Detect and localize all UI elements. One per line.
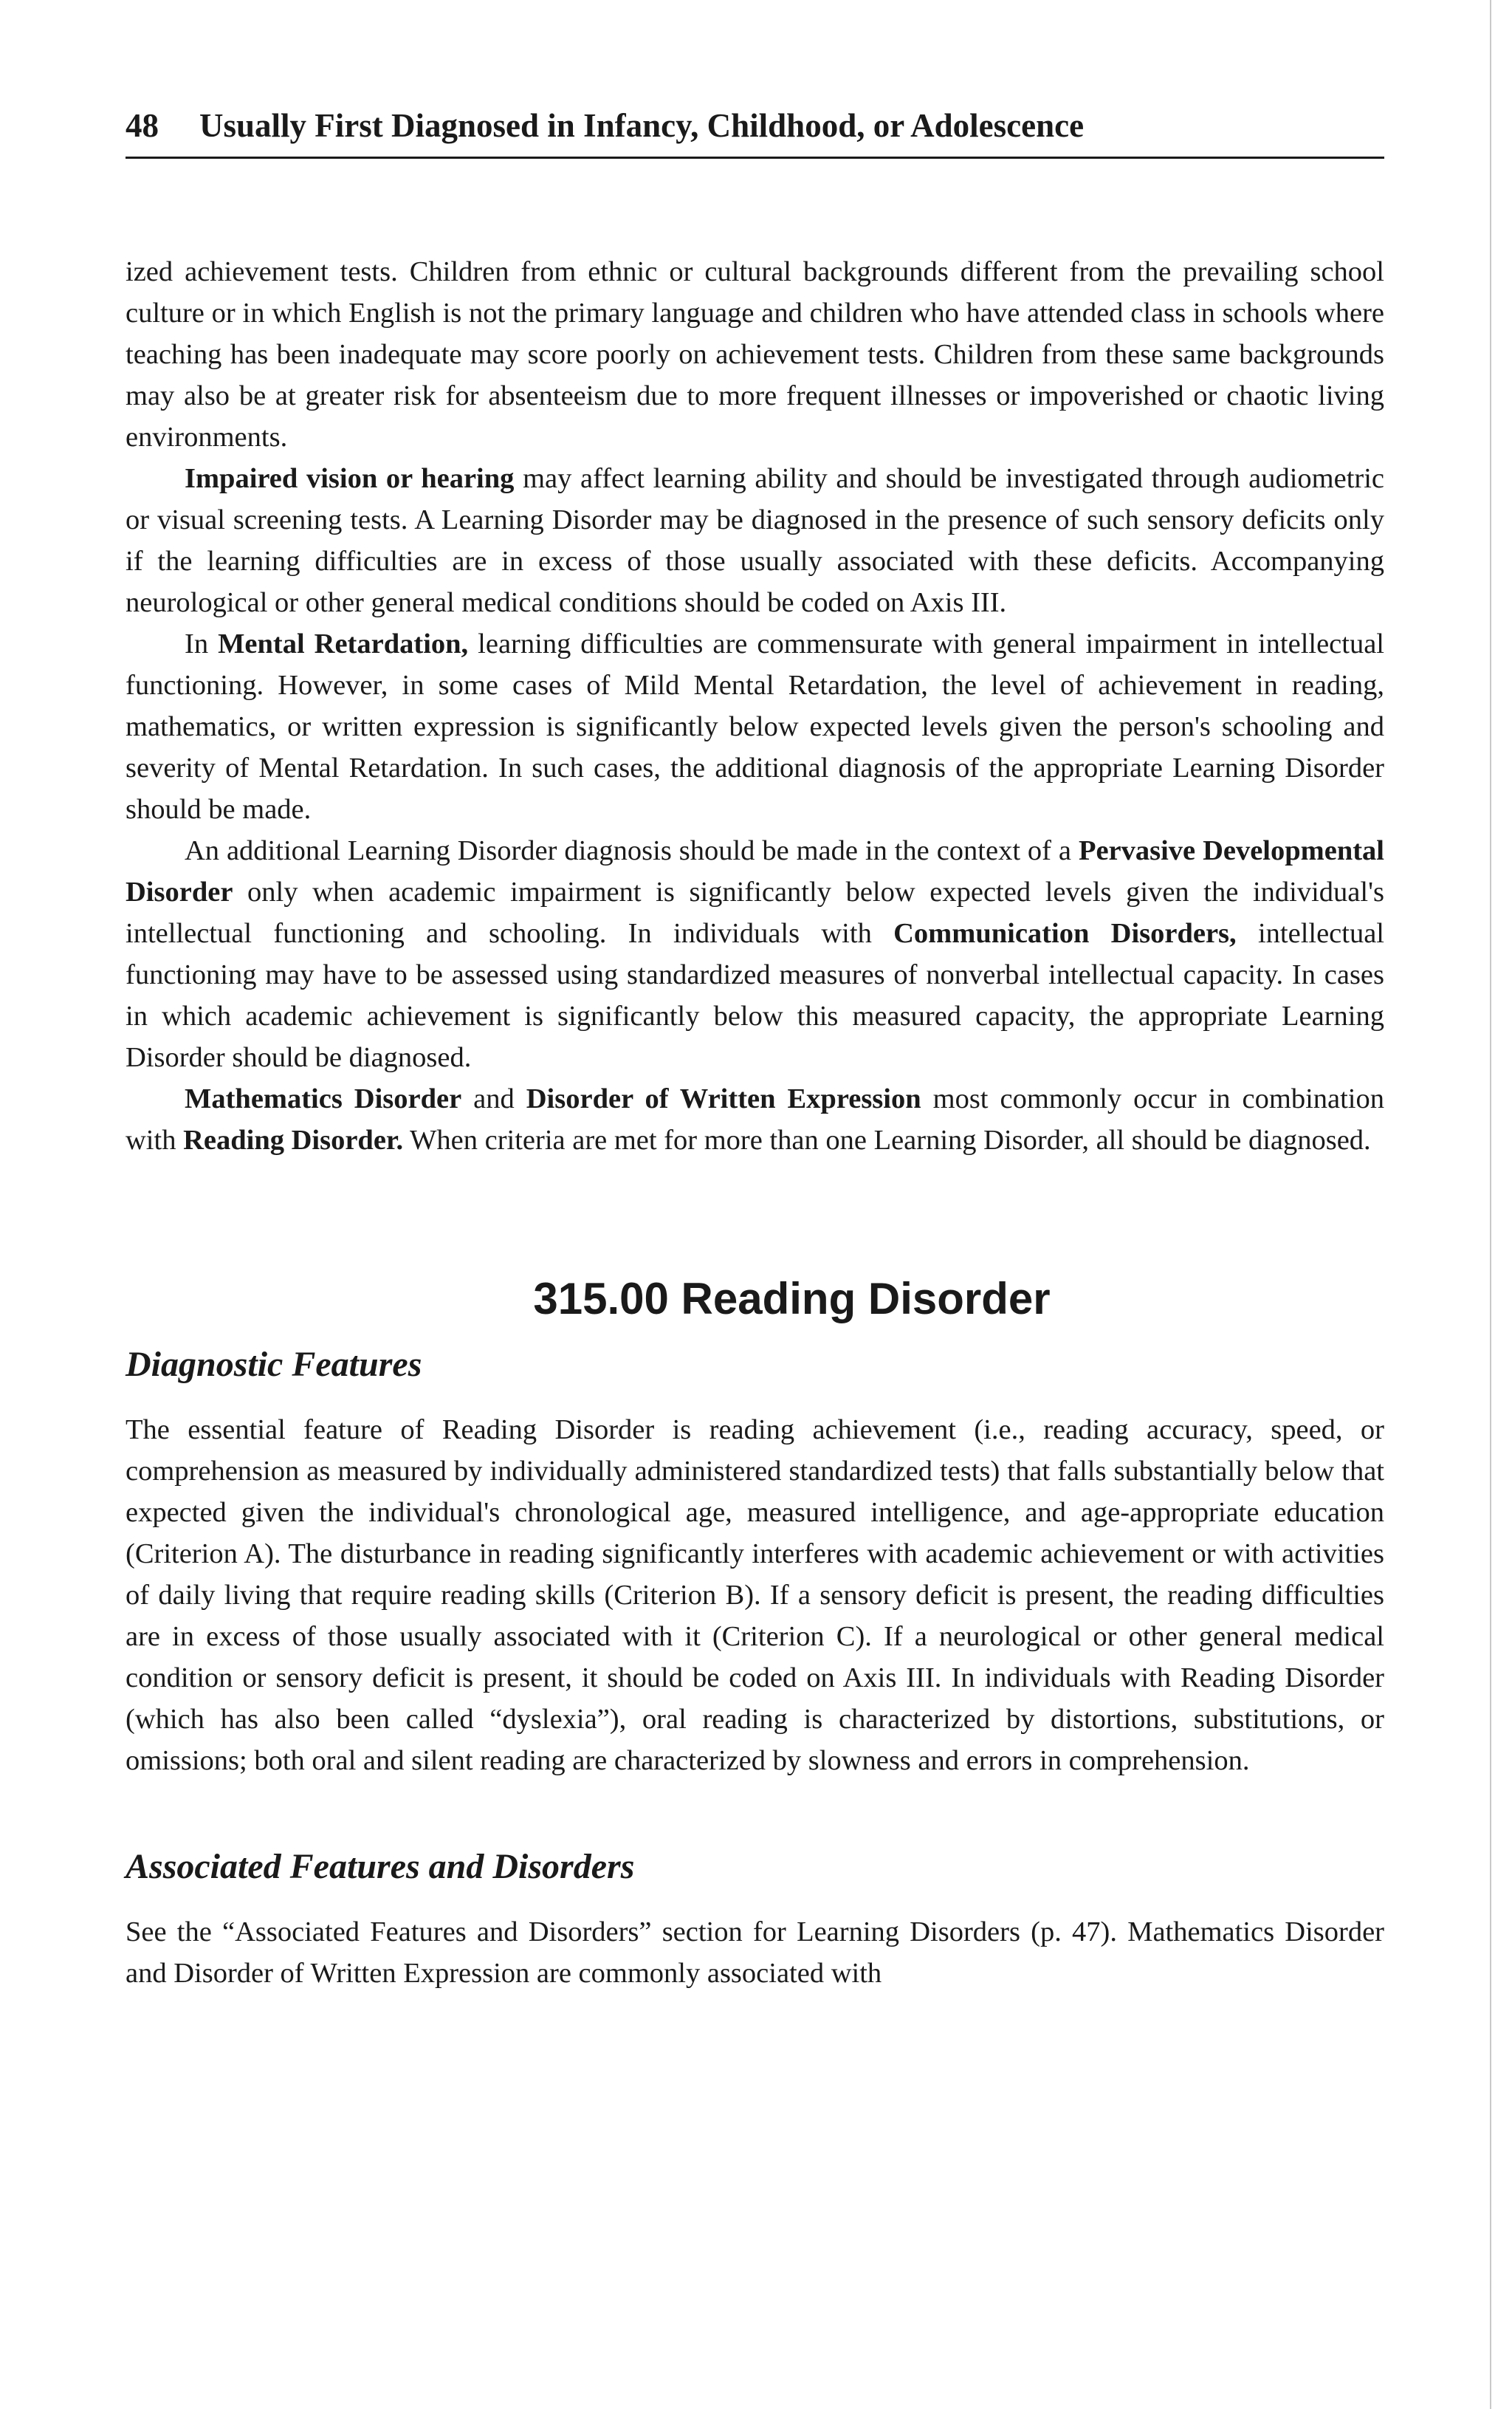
text-run: most commonly occur in combination with [126, 1083, 1384, 1156]
text-run: An additional Learning Disorder diagnosis should be made in the context of a [185, 835, 1079, 866]
bold-term: Disorder of Written Expression [526, 1083, 921, 1114]
text-run: ized achievement tests. Children from ethnic or cultural backgrounds different from the prevailing school culture or in which English is not the primary language and children who have attended class in schools where teaching has been inadequate may score poorly on achievement tests. Children from these same backgrounds may also be at greater risk for absenteeism due to more frequent illnesses or impoverished or chaotic living environments. [126, 256, 1384, 453]
running-header [126, 103, 1384, 159]
body-paragraph [126, 251, 1384, 458]
page-number: 48 [126, 107, 159, 144]
associated-features-paragraph: See the “Associated Features and Disorders” section for Learning Disorders (p. 47). Mathematics Disorder and Disorder of Written Expression are commonly associated with [126, 1916, 1384, 1989]
page-edge-shadow [1490, 0, 1491, 2409]
intro-paragraphs [126, 251, 1384, 1161]
text-run: learning difficulties are commensurate with general impairment in intellectual functioning. However, in some cases of Mild Mental Retardation, the level of achievement in reading, mathematics, or written expression is significantly below expected levels given the person's schooling and severity of Mental Retardation. In such cases, the additional diagnosis of the appropriate Learning Disorder should be made. [126, 628, 1384, 825]
associated-features-body [126, 1911, 1384, 1994]
bold-term: Reading Disorder. [183, 1125, 404, 1156]
associated-features-heading: Associated Features and Disorders [126, 1847, 635, 1886]
text-run: may affect learning ability and should be investigated through audiometric or visual screening tests. A Learning Disorder may be diagnosed in the presence of such sensory deficits only if the learning difficulties are in excess of those usually associated with these deficits. Accompanying neurological or other general medical conditions should be coded on Axis III. [126, 463, 1385, 618]
section-title: 315.00 Reading Disorder [533, 1274, 1051, 1323]
text-run: In [185, 628, 219, 659]
body-paragraph [126, 830, 1384, 1078]
bold-term: Impaired vision or hearing [185, 463, 515, 494]
diagnostic-features-paragraph: The essential feature of Reading Disorder is reading achievement (i.e., reading accuracy, speed, or comprehension as measured by individually administered standardized tests) that falls substantially below that expected given the individual's chronological age, measured intelligence, and age-appropriate education (Criterion A). The disturbance in reading significantly interferes with academic achievement or with activities of daily living that require reading skills (Criterion B). If a sensory deficit is present, the reading difficulties are in excess of those usually associated with it (Criterion C). If a neurological or other general medical condition or sensory deficit is present, it should be coded on Axis III. In individuals with Reading Disorder (which has also been called “dyslexia”), oral reading is characterized by distortions, substitutions, or omissions; both oral and silent reading are characterized by slowness and errors in comprehension. [126, 1414, 1384, 1776]
bold-term: Mental Retardation, [218, 628, 469, 659]
body-paragraph [126, 458, 1384, 623]
bold-term: Mathematics Disorder [185, 1083, 462, 1114]
text-run: only when academic impairment is significantly below expected levels given the individual's intellectual functioning and schooling. In individuals with [126, 877, 1384, 949]
book-page [126, 103, 1384, 1994]
text-run: When criteria are met for more than one Learning Disorder, all should be diagnosed. [403, 1125, 1371, 1156]
diagnostic-features-heading: Diagnostic Features [126, 1345, 422, 1384]
bold-term: Pervasive Developmental Disorder [126, 835, 1384, 908]
body-paragraph [126, 623, 1384, 830]
running-title: Usually First Diagnosed in Infancy, Childhood, or Adolescence [199, 107, 1085, 144]
text-run: intellectual functioning may have to be assessed using standardized measures of nonverbal intellectual capacity. In cases in which academic achievement is significantly below this measured capacity, the appropriate Learning Disorder should be diagnosed. [126, 918, 1384, 1073]
body-paragraph [126, 1078, 1384, 1161]
text-run: and [461, 1083, 526, 1114]
bold-term: Communication Disorders, [893, 918, 1237, 949]
diagnostic-features-body [126, 1409, 1384, 1781]
